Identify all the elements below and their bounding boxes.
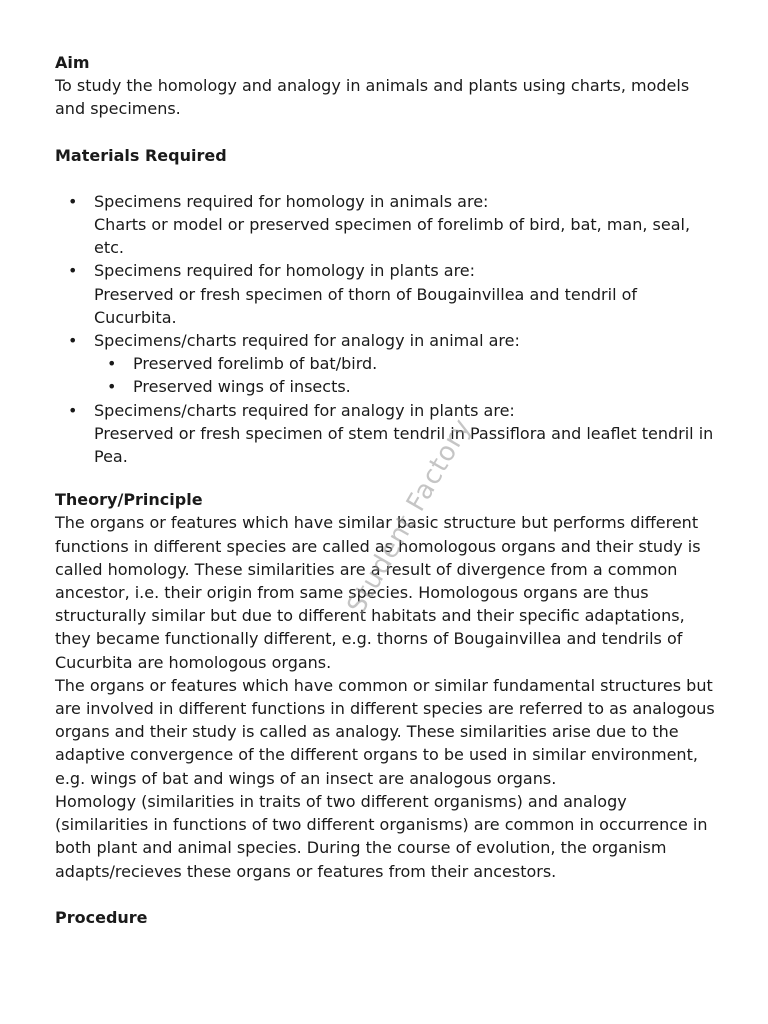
theory-paragraph: The organs or features which have similar basic structure but performs different functions in different species are called as homologous organs and their study is called homology. These similarities are a result of divergence from a common ancestor, i.e. their origin from same species. Homologous organs are thus structurally similar but due to different habitats and their specific adaptations, they became functionally different, e.g. thorns of Bougainvillea and tendrils of Cucurbita are homologous organs. — [55, 513, 701, 672]
sub-list — [94, 352, 715, 398]
aim-heading: Aim — [55, 53, 90, 72]
list-item-detail: Charts or model or preserved specimen of forelimb of bird, bat, man, seal, etc. — [94, 215, 691, 258]
list-item — [55, 329, 715, 399]
list-item-detail: Preserved or fresh specimen of stem tendril in Passiflora and leaflet tendril in Pea. — [94, 423, 714, 467]
list-item-detail: Preserved or fresh specimen of thorn of Bougainvillea and tendril of Cucurbita. — [94, 284, 638, 327]
list-item — [55, 190, 715, 260]
theory-paragraph: Homology (similarities in traits of two different organisms) and analogy (similarities in functions of two different organisms) are common in occurrence in both plant and animal species. During the course of evolution, the organism adapts/recieves these organs or features from their ancestors. — [55, 791, 708, 881]
list-item-label: • Specimens required for homology in animals are: — [94, 191, 489, 211]
list-item — [55, 399, 715, 469]
list-item — [55, 259, 715, 329]
list-item-label: • Specimens/charts required for analogy in animal are: — [94, 331, 520, 351]
aim-text: To study the homology and analogy in animals and plants using charts, models and specimens. — [55, 76, 690, 119]
theory-heading: Theory/Principle — [55, 490, 203, 510]
theory-paragraph: The organs or features which have common or similar fundamental structures but are involved in different functions in different species are referred to as analogous organs and their study is called as analogy. These similarities arise due to the adaptive convergence of the different organs to be used in similar environment, e.g. wings of bat and wings of an insect are analogous organs. — [55, 675, 715, 788]
list-item-label: • Specimens required for homology in plants are: — [94, 261, 476, 281]
materials-heading: Materials Required — [55, 145, 227, 165]
sub-list-item: • Preserved wings of insects. — [94, 375, 715, 398]
list-item-label: • Specimens/charts required for analogy in plants are: — [94, 400, 515, 420]
watermark: Student Factory — [341, 413, 478, 620]
document-page — [55, 51, 715, 929]
materials-list — [55, 190, 715, 468]
procedure-heading: Procedure — [55, 907, 148, 927]
sub-list-item: • Preserved forelimb of bat/bird. — [94, 352, 715, 375]
